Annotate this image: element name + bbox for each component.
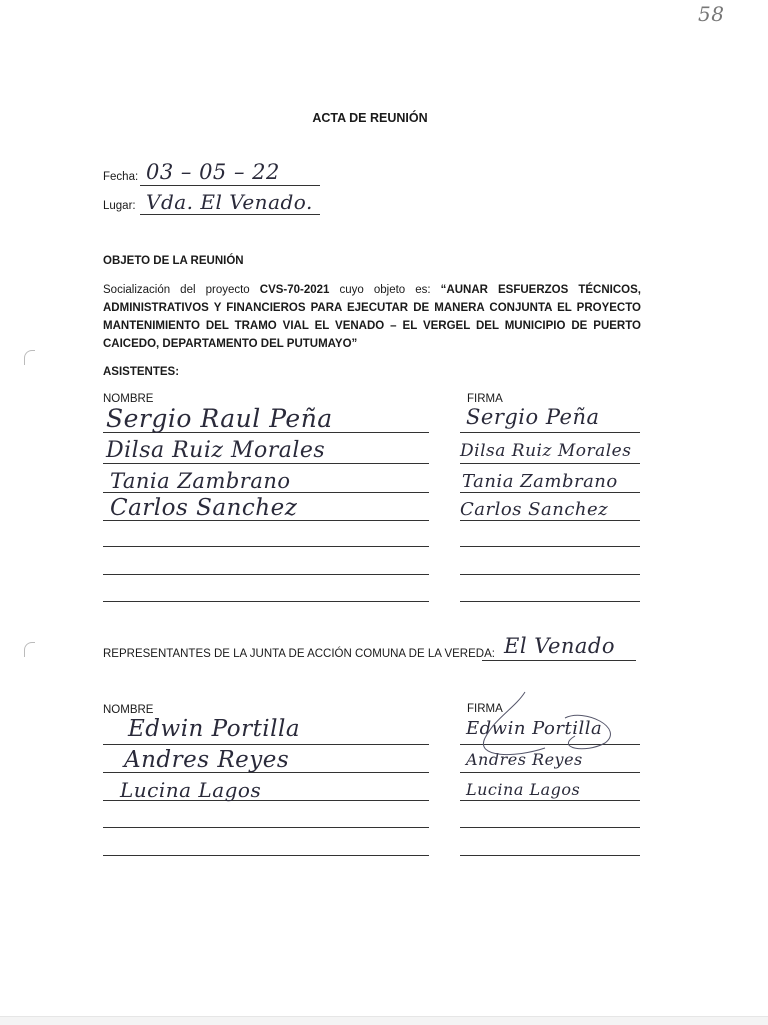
name-line (103, 546, 429, 547)
objeto-text: cuyo objeto es: (329, 284, 441, 296)
vereda-value: El Venado (504, 634, 616, 658)
asistentes-heading: ASISTENTES: (103, 366, 180, 378)
name-line (103, 744, 429, 745)
document-title: ACTA DE REUNIÓN (312, 111, 428, 125)
asistente-signature: Sergio Peña (466, 405, 600, 429)
objeto-line-4: CAICEDO, DEPARTAMENTO DEL PUTUMAYO” (103, 338, 358, 350)
signature-line (460, 574, 640, 575)
name-line (103, 574, 429, 575)
fecha-value: 03 – 05 – 22 (146, 160, 280, 184)
signature-line (460, 827, 640, 828)
representante-name: Edwin Portilla (128, 716, 301, 742)
page-number: 58 (698, 2, 725, 26)
signature-line (460, 492, 640, 493)
asistente-name: Dilsa Ruiz Morales (106, 438, 326, 463)
name-line (103, 855, 429, 856)
margin-mark (24, 350, 35, 365)
nombre-column-label: NOMBRE (103, 704, 154, 716)
name-line (103, 463, 429, 464)
asistente-signature: Dilsa Ruiz Morales (460, 441, 632, 461)
representante-signature: Andres Reyes (466, 750, 583, 769)
margin-mark (24, 642, 35, 657)
lugar-line (140, 214, 320, 215)
representante-signature: Edwin Portilla (466, 718, 603, 739)
signature-line (460, 463, 640, 464)
representante-signature: Lucina Lagos (466, 780, 581, 799)
name-line (103, 827, 429, 828)
asistente-signature: Carlos Sanchez (460, 499, 609, 520)
signature-line (460, 520, 640, 521)
name-line (103, 601, 429, 602)
firma-column-label: FIRMA (467, 703, 503, 715)
lugar-value: Vda. El Venado. (146, 190, 313, 214)
asistente-name: Tania Zambrano (110, 469, 291, 493)
signature-line (460, 855, 640, 856)
representante-name: Lucina Lagos (120, 778, 262, 802)
asistente-signature: Tania Zambrano (462, 471, 618, 492)
fecha-label: Fecha: (103, 171, 139, 183)
objeto-text: Socialización del proyecto (103, 284, 260, 296)
objeto-line-3: MANTENIMIENTO DEL TRAMO VIAL EL VENADO – EL VERGEL DEL MUNICIPIO DE PUERTO (103, 320, 641, 332)
objeto-quote: “AUNAR ESFUERZOS TÉCNICOS, (440, 284, 641, 296)
nombre-column-label: NOMBRE (103, 393, 154, 405)
signature-line (460, 601, 640, 602)
firma-column-label: FIRMA (467, 393, 503, 405)
asistente-name: Carlos Sanchez (110, 495, 298, 521)
asistente-name: Sergio Raul Peña (106, 404, 333, 433)
objeto-line-1 (103, 281, 641, 299)
objeto-line-2: ADMINISTRATIVOS Y FINANCIEROS PARA EJECUTAR DE MANERA CONJUNTA EL PROYECTO (103, 302, 641, 314)
fecha-line (140, 185, 320, 186)
representantes-label: REPRESENTANTES DE LA JUNTA DE ACCIÓN COMUNA DE LA VEREDA: (103, 648, 495, 660)
signature-line (460, 432, 640, 433)
signature-flourish-icon (455, 688, 645, 808)
project-code: CVS-70-2021 (259, 284, 330, 296)
representante-name: Andres Reyes (124, 747, 290, 773)
vereda-line (482, 660, 636, 661)
signature-line (460, 546, 640, 547)
objeto-heading: OBJETO DE LA REUNIÓN (103, 255, 244, 267)
lugar-label: Lugar: (103, 200, 136, 212)
